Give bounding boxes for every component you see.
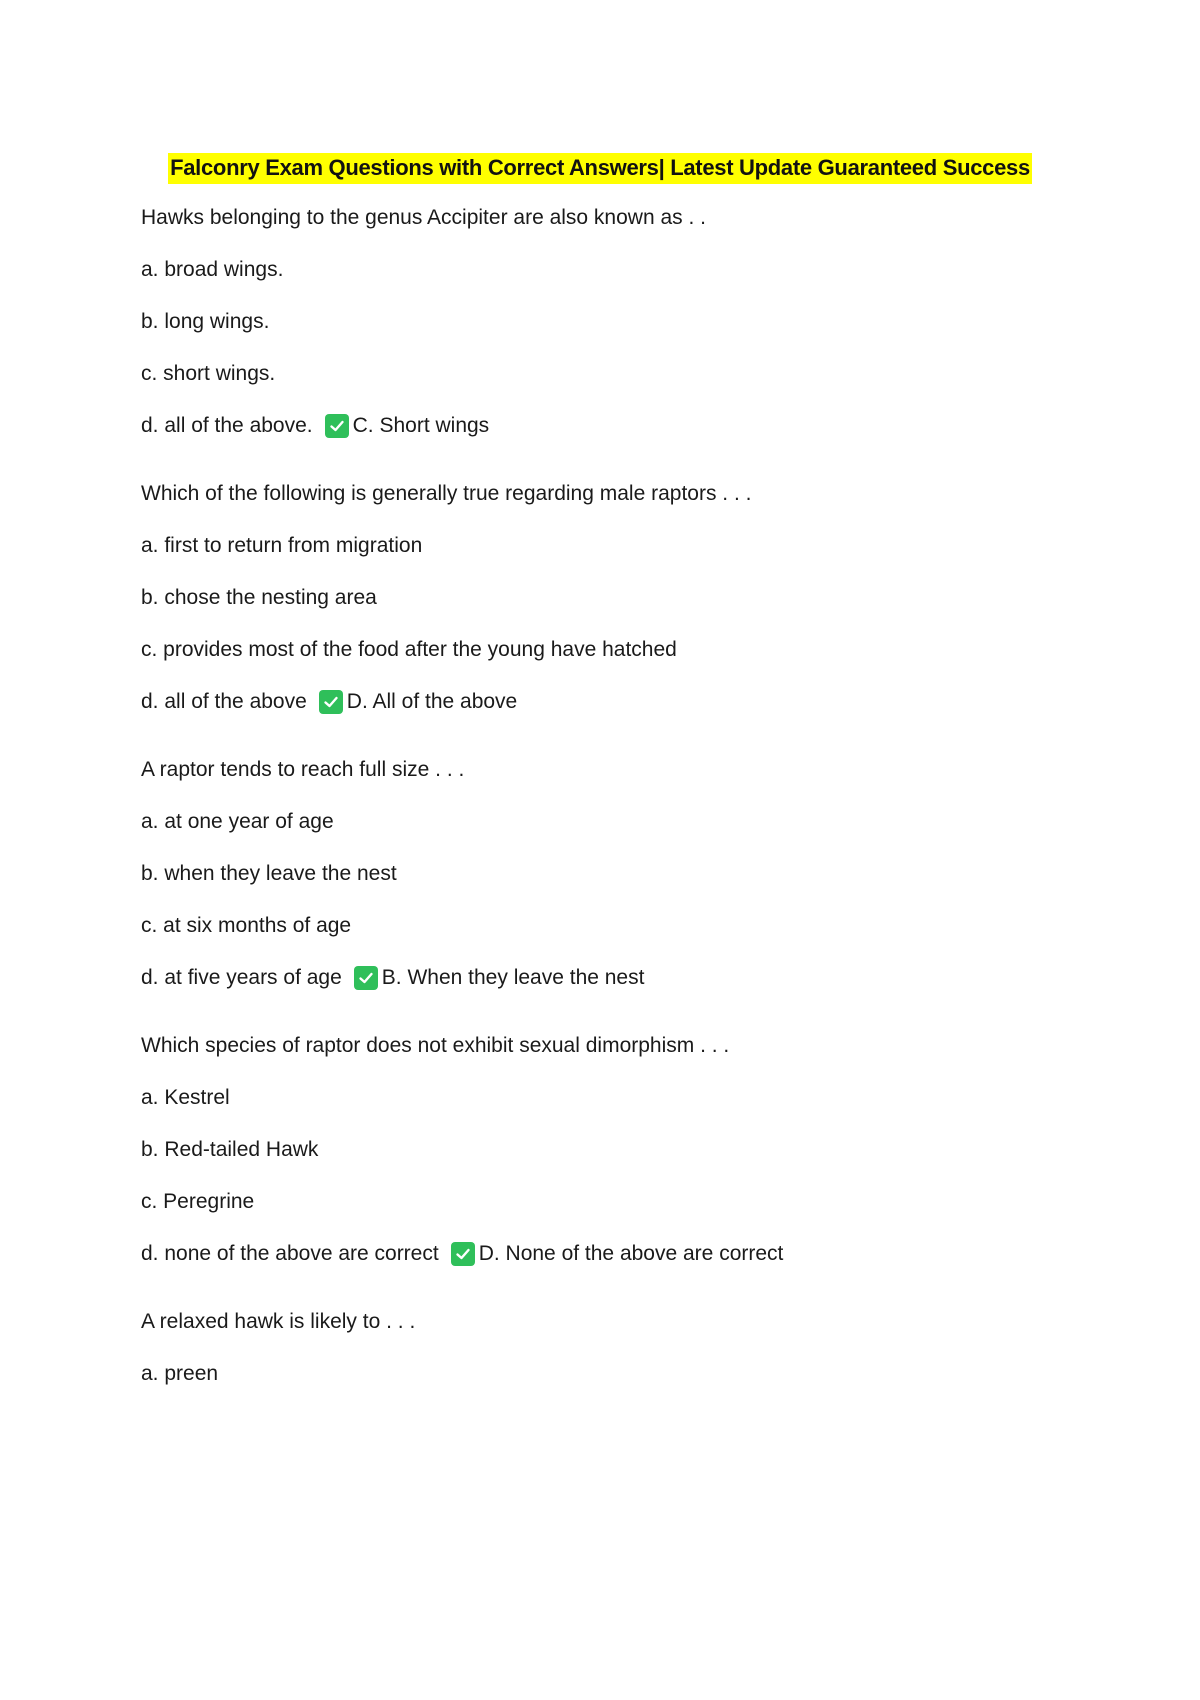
correct-answer: B. When they leave the nest xyxy=(381,966,645,989)
correct-answer: C. Short wings xyxy=(352,414,490,437)
option-d: d. none of the above are correct xyxy=(141,1242,439,1265)
option-c: c. at six months of age xyxy=(141,914,352,937)
question-block xyxy=(141,757,1121,991)
option-d: d. at five years of age xyxy=(141,966,342,989)
option-d: d. all of the above. xyxy=(141,414,313,437)
question-prompt: Which of the following is generally true regarding male raptors . . . xyxy=(141,482,752,505)
correct-answer: D. None of the above are correct xyxy=(478,1242,784,1265)
document-title: Falconry Exam Questions with Correct Answers| Latest Update Guaranteed Success xyxy=(168,153,1032,184)
option-a: a. preen xyxy=(141,1362,219,1385)
option-a: a. broad wings. xyxy=(141,258,284,281)
question-block xyxy=(141,481,1121,715)
option-a: a. first to return from migration xyxy=(141,534,423,557)
question-prompt: Hawks belonging to the genus Accipiter are also known as . . xyxy=(141,206,706,229)
correct-answer: D. All of the above xyxy=(346,690,518,713)
option-c: c. short wings. xyxy=(141,362,276,385)
option-a: a. Kestrel xyxy=(141,1086,230,1109)
option-d-with-answer xyxy=(141,965,1121,991)
check-mark-icon xyxy=(354,966,378,990)
option-c: c. Peregrine xyxy=(141,1190,255,1213)
option-a: a. at one year of age xyxy=(141,810,334,833)
question-prompt: A raptor tends to reach full size . . . xyxy=(141,758,465,781)
questions-list xyxy=(141,205,1121,1429)
option-b: b. Red-tailed Hawk xyxy=(141,1138,319,1161)
question-block xyxy=(141,1033,1121,1267)
question-block xyxy=(141,1309,1121,1387)
option-d-with-answer xyxy=(141,1241,1121,1267)
option-b: b. when they leave the nest xyxy=(141,862,397,885)
option-c: c. provides most of the food after the young have hatched xyxy=(141,638,677,661)
check-mark-icon xyxy=(325,414,349,438)
check-mark-icon xyxy=(319,690,343,714)
title-container xyxy=(0,153,1200,184)
option-d-with-answer xyxy=(141,689,1121,715)
option-d-with-answer xyxy=(141,413,1121,439)
check-mark-icon xyxy=(451,1242,475,1266)
option-d: d. all of the above xyxy=(141,690,307,713)
question-block xyxy=(141,205,1121,439)
question-prompt: Which species of raptor does not exhibit sexual dimorphism . . . xyxy=(141,1034,730,1057)
question-prompt: A relaxed hawk is likely to . . . xyxy=(141,1310,416,1333)
option-b: b. chose the nesting area xyxy=(141,586,377,609)
option-b: b. long wings. xyxy=(141,310,270,333)
